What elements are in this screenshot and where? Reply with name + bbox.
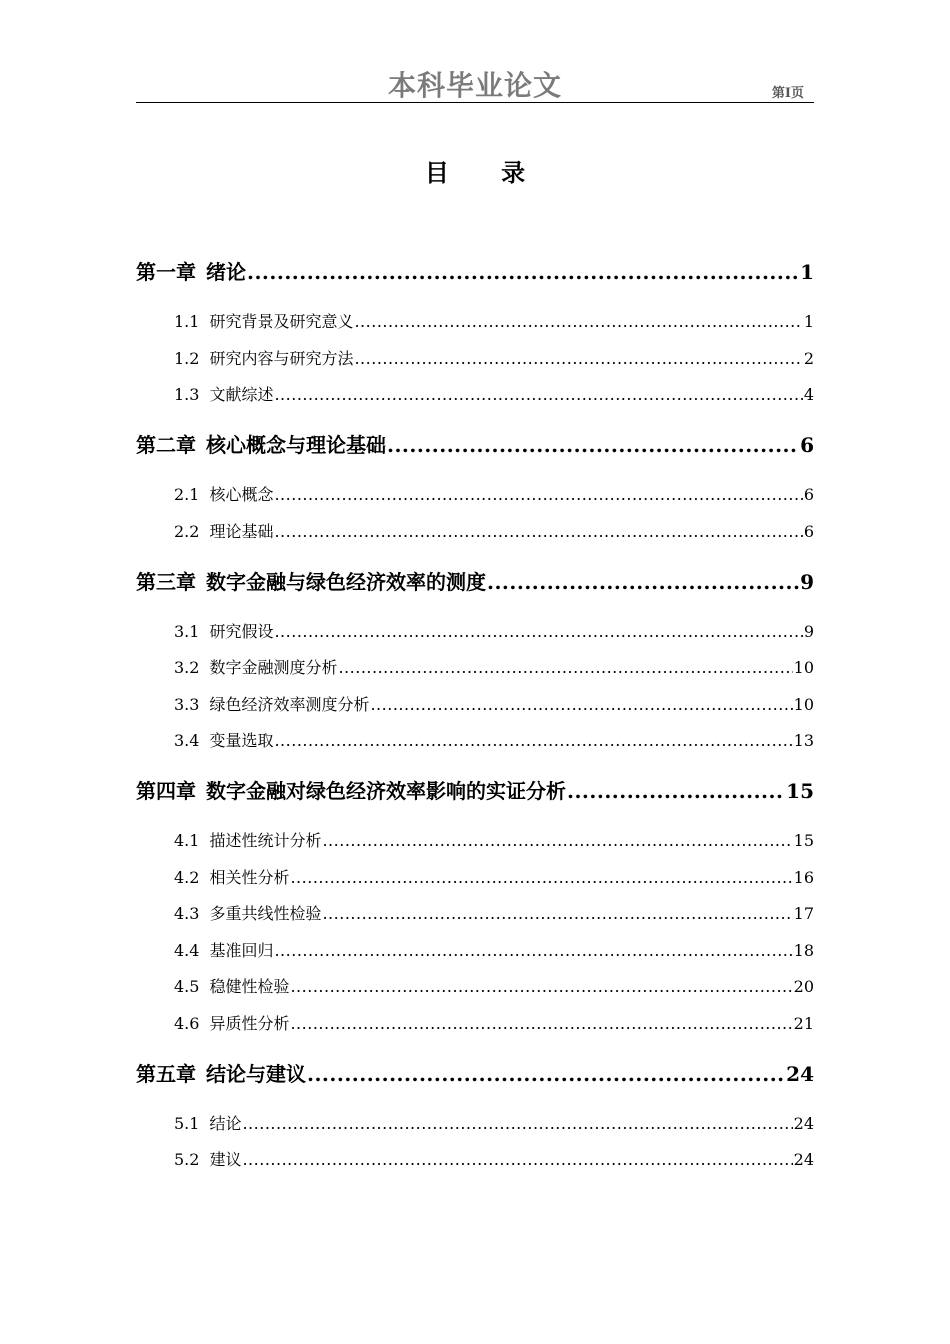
section-number: 4.5 <box>174 977 200 996</box>
page-number: 9 <box>800 570 814 594</box>
section-number: 5.2 <box>174 1150 200 1169</box>
section-title: 变量选取 <box>209 731 274 750</box>
section-number: 4.1 <box>174 831 200 850</box>
chapter-number: 第五章 <box>136 1062 196 1086</box>
section-number: 4.6 <box>174 1014 200 1033</box>
page-number: 21 <box>793 1014 814 1033</box>
toc-title: 目 录 <box>424 159 548 187</box>
section-title: 建议 <box>209 1150 242 1169</box>
section-number: 4.4 <box>174 941 200 960</box>
leader-dots <box>487 567 799 597</box>
toc-section-5-1[interactable] <box>136 1111 814 1137</box>
toc-chapter-3[interactable] <box>136 567 814 597</box>
section-title: 核心概念 <box>209 485 274 504</box>
chapter-title: 绪论 <box>206 260 246 284</box>
page-number: 6 <box>803 485 814 504</box>
page-number: 10 <box>793 695 814 714</box>
leader-dots <box>322 828 792 854</box>
section-number: 2.1 <box>174 485 200 504</box>
leader-dots <box>354 346 802 372</box>
section-number: 4.2 <box>174 868 200 887</box>
section-title: 数字金融测度分析 <box>209 658 338 677</box>
page-number: 1 <box>803 312 814 331</box>
leader-dots <box>354 309 802 335</box>
section-title: 基准回归 <box>209 941 274 960</box>
leader-dots <box>274 728 792 754</box>
toc-chapter-1[interactable] <box>136 257 814 287</box>
leader-dots <box>274 938 792 964</box>
chapter-title: 核心概念与理论基础 <box>206 433 386 457</box>
leader-dots <box>242 1147 792 1173</box>
chapter-number: 第三章 <box>136 570 196 594</box>
section-number: 1.3 <box>174 385 200 404</box>
chapter-number: 第一章 <box>136 260 196 284</box>
section-number: 1.2 <box>174 349 200 368</box>
section-title: 研究假设 <box>209 622 274 641</box>
chapter-number: 第二章 <box>136 433 196 457</box>
toc-section-1-1[interactable] <box>136 309 814 335</box>
toc-chapter-5[interactable] <box>136 1059 814 1089</box>
chapter-title: 数字金融与绿色经济效率的测度 <box>206 570 486 594</box>
leader-dots <box>274 619 802 645</box>
section-title: 结论 <box>209 1114 242 1133</box>
toc-section-3-2[interactable] <box>136 655 814 681</box>
table-of-contents <box>136 0 814 1344</box>
toc-section-4-1[interactable] <box>136 828 814 854</box>
section-number: 3.4 <box>174 731 200 750</box>
page-number: 24 <box>786 1062 814 1086</box>
leader-dots <box>242 1111 792 1137</box>
section-number: 3.3 <box>174 695 200 714</box>
header-title: 本科毕业论文 <box>387 69 562 102</box>
chapter-title: 结论与建议 <box>206 1062 306 1086</box>
section-title: 相关性分析 <box>209 868 290 887</box>
header-page-number: 第I页 <box>771 86 804 101</box>
page-number: 16 <box>793 868 814 887</box>
section-number: 3.2 <box>174 658 200 677</box>
section-number: 1.1 <box>174 312 200 331</box>
section-title: 研究背景及研究意义 <box>209 312 354 331</box>
leader-dots <box>247 257 799 287</box>
leader-dots <box>290 1011 792 1037</box>
toc-section-4-2[interactable] <box>136 865 814 891</box>
page-number: 2 <box>803 349 814 368</box>
chapter-title: 数字金融对绿色经济效率影响的实证分析 <box>206 779 566 803</box>
section-number: 2.2 <box>174 522 200 541</box>
page-number: 6 <box>803 522 814 541</box>
page-number: 13 <box>793 731 814 750</box>
toc-section-1-2[interactable] <box>136 346 814 372</box>
page-number: 18 <box>793 941 814 960</box>
page-number: 10 <box>793 658 814 677</box>
toc-section-1-3[interactable] <box>136 382 814 408</box>
toc-section-3-1[interactable] <box>136 619 814 645</box>
leader-dots <box>338 655 792 681</box>
section-number: 4.3 <box>174 904 200 923</box>
page-number: 4 <box>803 385 814 404</box>
section-title: 描述性统计分析 <box>209 831 322 850</box>
leader-dots <box>370 692 792 718</box>
page-number: 17 <box>793 904 814 923</box>
leader-dots <box>322 901 792 927</box>
toc-chapter-4[interactable] <box>136 776 814 806</box>
leader-dots <box>290 865 792 891</box>
toc-section-4-6[interactable] <box>136 1011 814 1037</box>
page-number: 15 <box>786 779 814 803</box>
section-title: 理论基础 <box>209 522 274 541</box>
toc-section-4-5[interactable] <box>136 974 814 1000</box>
toc-section-4-3[interactable] <box>136 901 814 927</box>
toc-chapter-2[interactable] <box>136 430 814 460</box>
leader-dots <box>274 482 802 508</box>
page-number: 1 <box>800 260 814 284</box>
leader-dots <box>567 776 785 806</box>
page-number: 6 <box>800 433 814 457</box>
leader-dots <box>274 382 802 408</box>
toc-section-5-2[interactable] <box>136 1147 814 1173</box>
section-title: 异质性分析 <box>209 1014 290 1033</box>
page-number: 9 <box>803 622 814 641</box>
section-title: 绿色经济效率测度分析 <box>209 695 370 714</box>
section-number: 5.1 <box>174 1114 200 1133</box>
page-number: 24 <box>793 1114 814 1133</box>
toc-section-3-4[interactable] <box>136 728 814 754</box>
section-number: 3.1 <box>174 622 200 641</box>
toc-section-2-2[interactable] <box>136 519 814 545</box>
toc-section-3-3[interactable] <box>136 692 814 718</box>
section-title: 研究内容与研究方法 <box>209 349 354 368</box>
chapter-number: 第四章 <box>136 779 196 803</box>
leader-dots <box>387 430 799 460</box>
leader-dots <box>290 974 792 1000</box>
toc-section-2-1[interactable] <box>136 482 814 508</box>
section-title: 多重共线性检验 <box>209 904 322 923</box>
section-title: 稳健性检验 <box>209 977 290 996</box>
leader-dots <box>274 519 802 545</box>
section-title: 文献综述 <box>209 385 274 404</box>
page-number: 20 <box>793 977 814 996</box>
leader-dots <box>307 1059 785 1089</box>
page-number: 15 <box>793 831 814 850</box>
page-number: 24 <box>793 1150 814 1169</box>
toc-section-4-4[interactable] <box>136 938 814 964</box>
